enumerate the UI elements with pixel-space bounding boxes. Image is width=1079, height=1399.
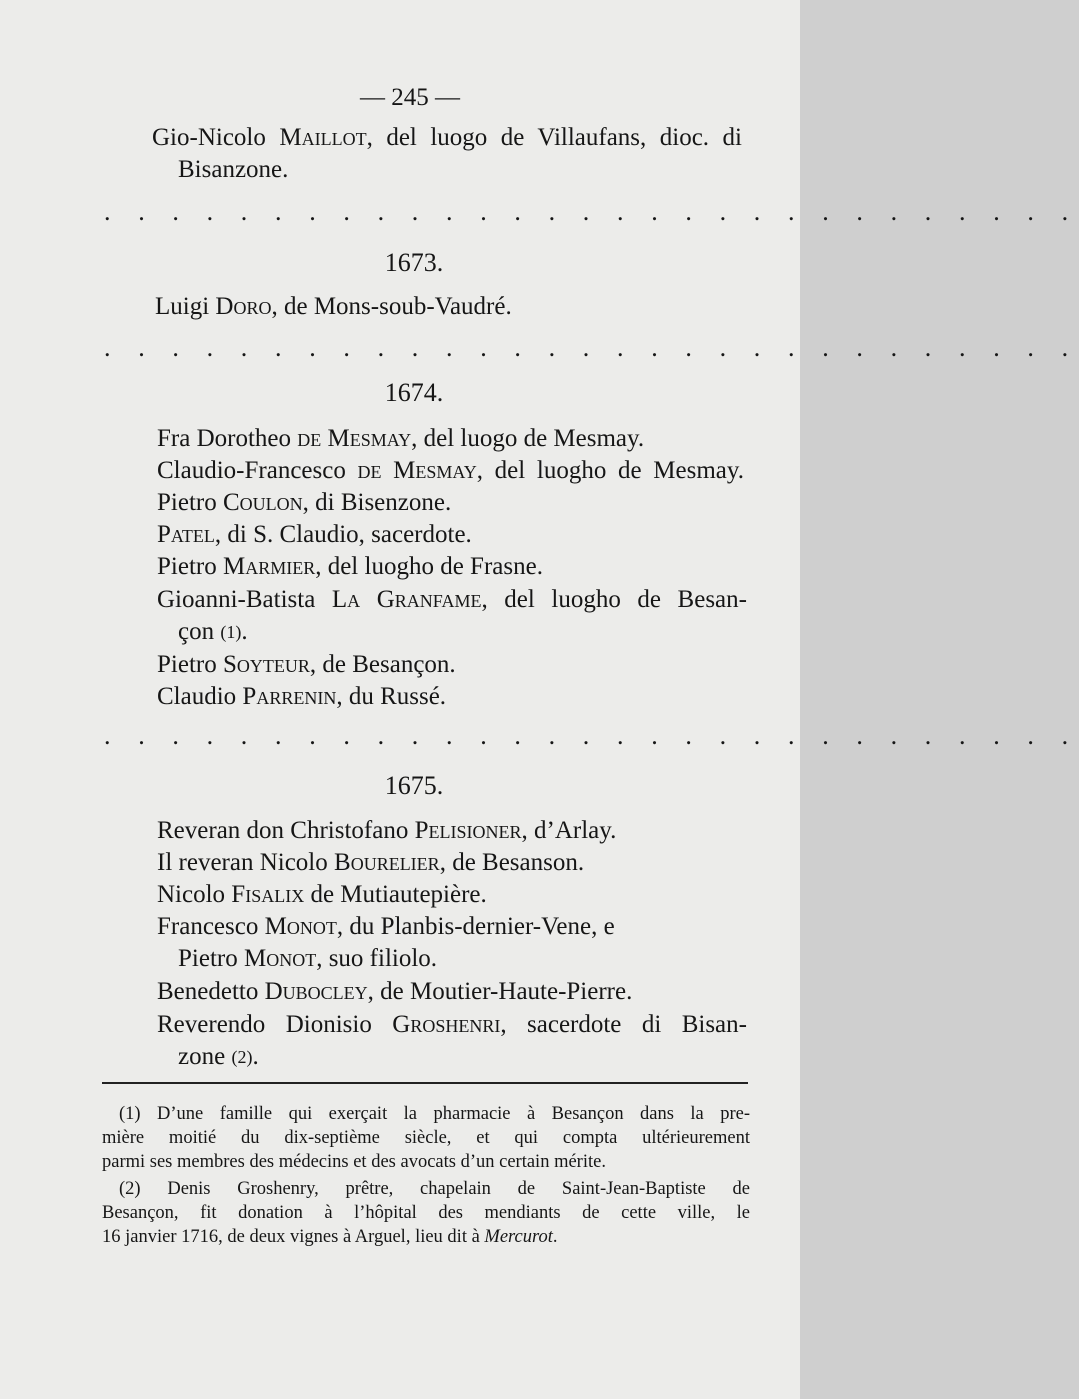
entry-marmier: Pietro Marmier, del luogho de Frasne.	[157, 553, 543, 580]
entry-bourelier: Il reveran Nicolo Bourelier, de Besanson.	[157, 849, 585, 876]
entry-monot-francesco: Francesco Monot, du Planbis-dernier-Vene, e	[157, 913, 615, 940]
footnote-1: (1) D’une famille qui exerçait la pharmacie à Besançon dans la pre- mière moitié du dix-septième siècle, et qui compta ultérieurement parmi ses membres des médecins et des avocats d’un certain mérite.	[102, 1104, 750, 1172]
entry-groshenri: Reverendo Dionisio Groshenri, sacerdote di Bisan-	[157, 1011, 747, 1038]
entry-mesmay-dorotheo: Fra Dorotheo de Mesmay, del luogo de Mesmay.	[157, 425, 645, 452]
entry-parrenin: Claudio Parrenin, du Russé.	[157, 683, 447, 710]
entry-mesmay-claudio: Claudio-Francesco de Mesmay, del luogho de Mesmay.	[157, 457, 744, 484]
entry-doro: Luigi Doro, de Mons-soub-Vaudré.	[155, 293, 512, 320]
footnote-2: (2) Denis Groshenry, prêtre, chapelain de Saint-Jean-Baptiste de Besançon, fit donation à l’hôpital des mendiants de cette ville, le 16 janvier 1716, de deux vignes à Arguel, lieu dit à Mercurot.	[102, 1179, 750, 1247]
ellipsis-row: . . . . . . . . . . . . . . . . . . . . . . . . . . . . .	[104, 197, 1079, 226]
entry-groshenri-cont: zone $^{(2)}$.	[178, 1043, 259, 1070]
year-heading-1673: 1673.	[384, 248, 444, 277]
year-heading-1675: 1675.	[384, 771, 444, 800]
entry-soyteur: Pietro Soyteur, de Besançon.	[157, 651, 456, 678]
footnote-ref-1: (1)	[220, 622, 242, 642]
ellipsis-row: . . . . . . . . . . . . . . . . . . . . . . . . . . . . .	[104, 721, 1079, 750]
place-name-mercurot: Mercurot	[484, 1227, 553, 1247]
year-heading-1674: 1674.	[384, 378, 444, 407]
entry-fisalix: Nicolo Fisalix de Mutiautepière.	[157, 881, 487, 908]
entry-maillot-cont: Bisanzone.	[178, 156, 289, 183]
entry-patel: Patel, di S. Claudio, sacerdote.	[157, 521, 472, 548]
footnote-rule	[102, 1082, 748, 1084]
page-number: — 245 —	[360, 84, 460, 111]
entry-la-granfame-cont: çon $^{(1)}$.	[178, 618, 248, 645]
entry-dubocley: Benedetto Dubocley, de Moutier-Haute-Pierre.	[157, 978, 633, 1005]
entry-la-granfame: Gioanni-Batista La Granfame, del luogho de Besan-	[157, 586, 747, 613]
entry-maillot: Gio-Nicolo Maillot, del luogo de Villaufans, dioc. di	[152, 124, 742, 151]
footnote-ref-2: (2)	[231, 1047, 253, 1067]
ellipsis-row: . . . . . . . . . . . . . . . . . . . . . . . . . . . . .	[104, 333, 1079, 362]
entry-monot-pietro: Pietro Monot, suo filiolo.	[178, 945, 438, 972]
entry-coulon: Pietro Coulon, di Bisenzone.	[157, 489, 452, 516]
entry-pelisioner: Reveran don Christofano Pelisioner, d’Arlay.	[157, 817, 617, 844]
